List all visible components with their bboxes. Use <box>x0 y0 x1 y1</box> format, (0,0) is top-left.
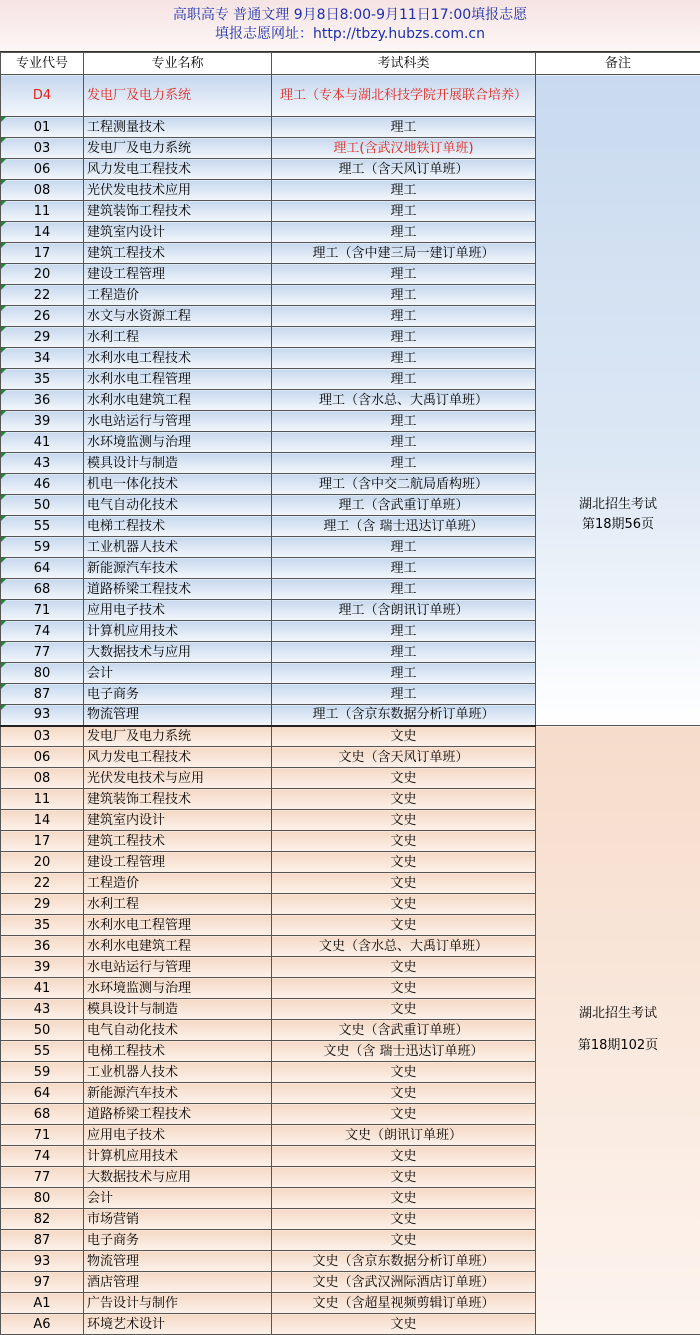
exam-category-cell[interactable]: 理工 <box>272 327 536 348</box>
major-name-cell[interactable]: 建筑装饰工程技术 <box>84 789 272 810</box>
exam-category-cell[interactable]: 理工 <box>272 264 536 285</box>
major-name-cell[interactable]: 计算机应用技术 <box>84 621 272 642</box>
major-code-cell[interactable]: 03 <box>1 726 84 747</box>
cell-comment-marker <box>1 222 6 227</box>
exam-category-cell[interactable]: 文史 <box>272 1209 536 1230</box>
exam-category-cell[interactable]: 文史 <box>272 1062 536 1083</box>
exam-category-cell[interactable]: 理工 <box>272 306 536 327</box>
table-row <box>1 75 700 117</box>
exam-category-cell[interactable]: 理工 <box>272 579 536 600</box>
major-code-cell[interactable]: 50 <box>1 1020 84 1041</box>
title-line-1: 高职高专 普通文理 9月8日8:00-9月11日17:00填报志愿 <box>172 7 528 23</box>
exam-category-cell[interactable]: 文史 <box>272 1083 536 1104</box>
major-name-cell[interactable]: 建筑室内设计 <box>84 222 272 243</box>
major-code-cell[interactable]: 06 <box>1 747 84 768</box>
major-code-cell[interactable]: 93 <box>1 1251 84 1272</box>
major-name-cell[interactable]: 大数据技术与应用 <box>84 642 272 663</box>
major-code-cell[interactable]: 41 <box>1 432 84 453</box>
major-name-cell[interactable]: 广告设计与制作 <box>84 1293 272 1314</box>
major-code-cell[interactable]: 01 <box>1 117 84 138</box>
exam-category-cell[interactable]: 文史 <box>272 1167 536 1188</box>
cell-comment-marker <box>1 327 6 332</box>
cell-comment-marker <box>1 390 6 395</box>
cell-comment-marker <box>1 516 6 521</box>
major-name-cell[interactable]: 新能源汽车技术 <box>84 558 272 579</box>
exam-category-cell[interactable]: 文史（含水总、大禹订单班） <box>272 936 536 957</box>
exam-category-cell[interactable]: 文史 <box>272 852 536 873</box>
cell-comment-marker <box>1 663 6 668</box>
cell-comment-marker <box>1 600 6 605</box>
major-code-cell[interactable]: D4 <box>1 75 84 117</box>
major-code-cell[interactable]: 11 <box>1 201 84 222</box>
major-code-cell[interactable]: 17 <box>1 831 84 852</box>
cell-comment-marker <box>1 453 6 458</box>
major-code-cell[interactable]: 80 <box>1 1188 84 1209</box>
exam-category-cell[interactable]: 理工 <box>272 432 536 453</box>
table-row <box>1 726 700 747</box>
cell-comment-marker <box>1 369 6 374</box>
major-code-cell[interactable]: 46 <box>1 474 84 495</box>
major-name-cell[interactable]: 水环境监测与治理 <box>84 978 272 999</box>
major-name-cell[interactable]: 电气自动化技术 <box>84 495 272 516</box>
major-name-cell[interactable]: 大数据技术与应用 <box>84 1167 272 1188</box>
exam-category-cell[interactable]: 文史 <box>272 1104 536 1125</box>
major-code-cell[interactable]: 82 <box>1 1209 84 1230</box>
exam-category-cell[interactable]: 文史 <box>272 810 536 831</box>
major-code-cell[interactable]: 55 <box>1 516 84 537</box>
exam-category-cell[interactable]: 理工 <box>272 558 536 579</box>
major-code-cell[interactable]: 22 <box>1 873 84 894</box>
exam-category-cell[interactable]: 理工 <box>272 621 536 642</box>
major-name-cell[interactable]: 水利工程 <box>84 327 272 348</box>
major-name-cell[interactable]: 水利水电建筑工程 <box>84 936 272 957</box>
major-code-cell[interactable]: 77 <box>1 1167 84 1188</box>
major-name-cell[interactable]: 水电站运行与管理 <box>84 957 272 978</box>
cell-comment-marker <box>1 306 6 311</box>
major-name-cell[interactable]: 水环境监测与治理 <box>84 432 272 453</box>
major-code-cell[interactable]: 20 <box>1 852 84 873</box>
cell-comment-marker <box>1 411 6 416</box>
exam-category-cell[interactable]: 文史 <box>272 915 536 936</box>
major-code-cell[interactable]: 14 <box>1 222 84 243</box>
exam-category-cell[interactable]: 文史（含京东数据分析订单班） <box>272 1251 536 1272</box>
major-name-cell[interactable]: 光伏发电技术与应用 <box>84 768 272 789</box>
major-code-cell[interactable]: 35 <box>1 369 84 390</box>
major-code-cell[interactable]: 71 <box>1 1125 84 1146</box>
major-code-cell[interactable]: 29 <box>1 894 84 915</box>
exam-category-cell[interactable]: 文史 <box>272 957 536 978</box>
exam-category-cell[interactable]: 文史 <box>272 726 536 747</box>
exam-category-cell[interactable]: 文史 <box>272 768 536 789</box>
exam-category-cell[interactable]: 文史（含武重订单班） <box>272 1020 536 1041</box>
major-name-cell[interactable]: 市场营销 <box>84 1209 272 1230</box>
exam-category-cell[interactable]: 文史 <box>272 978 536 999</box>
cell-comment-marker <box>1 579 6 584</box>
exam-category-cell[interactable]: 文史（朗讯订单班） <box>272 1125 536 1146</box>
major-name-cell[interactable]: 水电站运行与管理 <box>84 411 272 432</box>
major-name-cell[interactable]: 电子商务 <box>84 684 272 705</box>
remark-line-1: 湖北招生考试 <box>578 1006 657 1021</box>
major-code-cell[interactable]: 74 <box>1 1146 84 1167</box>
major-name-cell[interactable]: 物流管理 <box>84 1251 272 1272</box>
cell-comment-marker <box>1 117 6 122</box>
exam-category-cell[interactable]: 文史 <box>272 873 536 894</box>
exam-category-cell[interactable]: 文史 <box>272 831 536 852</box>
cell-comment-marker <box>1 180 6 185</box>
cell-comment-marker <box>1 243 6 248</box>
major-code-cell[interactable]: 20 <box>1 264 84 285</box>
major-code-cell[interactable]: 64 <box>1 1083 84 1104</box>
major-name-cell[interactable]: 应用电子技术 <box>84 1125 272 1146</box>
exam-category-cell[interactable]: 理工 <box>272 348 536 369</box>
major-name-cell[interactable]: 道路桥梁工程技术 <box>84 1104 272 1125</box>
major-name-cell[interactable]: 模具设计与制造 <box>84 453 272 474</box>
major-name-cell[interactable]: 水利工程 <box>84 894 272 915</box>
major-name-cell[interactable]: 光伏发电技术应用 <box>84 180 272 201</box>
major-name-cell[interactable]: 发电厂及电力系统 <box>84 75 272 117</box>
major-code-cell[interactable]: 14 <box>1 810 84 831</box>
exam-category-cell[interactable]: 理工 <box>272 201 536 222</box>
exam-category-cell[interactable]: 理工（含水总、大禹订单班） <box>272 390 536 411</box>
major-name-cell[interactable]: 工业机器人技术 <box>84 537 272 558</box>
cell-comment-marker <box>1 705 6 710</box>
exam-category-cell[interactable]: 理工 <box>272 369 536 390</box>
major-name-cell[interactable]: 物流管理 <box>84 705 272 726</box>
exam-category-cell[interactable]: 理工 <box>272 453 536 474</box>
major-name-cell[interactable]: 建筑室内设计 <box>84 810 272 831</box>
major-name-cell[interactable]: 电梯工程技术 <box>84 1041 272 1062</box>
major-code-cell[interactable]: 36 <box>1 390 84 411</box>
exam-category-cell[interactable]: 文史（含天风订单班） <box>272 747 536 768</box>
major-name-cell[interactable]: 机电一体化技术 <box>84 474 272 495</box>
major-code-cell[interactable]: 97 <box>1 1272 84 1293</box>
major-code-cell[interactable]: 59 <box>1 537 84 558</box>
exam-category-cell[interactable]: 理工 <box>272 117 536 138</box>
major-name-cell[interactable]: 建筑装饰工程技术 <box>84 201 272 222</box>
major-name-cell[interactable]: 环境艺术设计 <box>84 1314 272 1335</box>
cell-comment-marker <box>1 264 6 269</box>
exam-category-cell[interactable]: 文史（含 瑞士迅达订单班） <box>272 1041 536 1062</box>
major-code-cell[interactable]: 17 <box>1 243 84 264</box>
major-code-cell[interactable]: 34 <box>1 348 84 369</box>
cell-comment-marker <box>1 432 6 437</box>
exam-category-cell[interactable]: 理工（专本与湖北科技学院开展联合培养） <box>272 75 536 117</box>
major-code-cell[interactable]: 43 <box>1 453 84 474</box>
sheet-title <box>0 0 700 52</box>
major-code-cell[interactable]: A1 <box>1 1293 84 1314</box>
major-code-cell[interactable]: 64 <box>1 558 84 579</box>
major-name-cell[interactable]: 电气自动化技术 <box>84 1020 272 1041</box>
major-name-cell[interactable]: 道路桥梁工程技术 <box>84 579 272 600</box>
exam-category-cell[interactable]: 文史 <box>272 1314 536 1335</box>
major-name-cell[interactable]: 电梯工程技术 <box>84 516 272 537</box>
major-name-cell[interactable]: 酒店管理 <box>84 1272 272 1293</box>
exam-category-cell[interactable]: 理工 <box>272 642 536 663</box>
major-name-cell[interactable]: 新能源汽车技术 <box>84 1083 272 1104</box>
cell-comment-marker <box>1 495 6 500</box>
cell-comment-marker <box>1 642 6 647</box>
major-name-cell[interactable]: 水利水电工程管理 <box>84 915 272 936</box>
major-code-cell[interactable]: 59 <box>1 1062 84 1083</box>
cell-comment-marker <box>1 348 6 353</box>
title-line-2: 填报志愿网址：http://tbzy.hubzs.com.cn <box>215 26 485 42</box>
cell-comment-marker <box>1 474 6 479</box>
cell-comment-marker <box>1 138 6 143</box>
major-code-cell[interactable]: 68 <box>1 579 84 600</box>
major-code-cell[interactable]: 29 <box>1 327 84 348</box>
major-name-cell[interactable]: 建设工程管理 <box>84 852 272 873</box>
major-code-cell[interactable]: 22 <box>1 285 84 306</box>
cell-comment-marker <box>1 537 6 542</box>
exam-category-cell[interactable]: 理工 <box>272 180 536 201</box>
header-row <box>1 53 700 75</box>
exam-category-cell[interactable]: 文史 <box>272 1230 536 1251</box>
major-name-cell[interactable]: 水利水电工程技术 <box>84 348 272 369</box>
major-code-cell[interactable]: 35 <box>1 915 84 936</box>
remark-cell[interactable] <box>536 726 700 1335</box>
remark-cell[interactable] <box>536 75 700 726</box>
header-remark[interactable]: 备注 <box>536 53 700 75</box>
major-name-cell[interactable]: 风力发电工程技术 <box>84 159 272 180</box>
major-code-cell[interactable]: 87 <box>1 684 84 705</box>
major-name-cell[interactable]: 发电厂及电力系统 <box>84 138 272 159</box>
major-name-cell[interactable]: 水利水电工程管理 <box>84 369 272 390</box>
major-code-cell[interactable]: 08 <box>1 768 84 789</box>
exam-category-cell[interactable]: 理工 <box>272 285 536 306</box>
cell-comment-marker <box>1 159 6 164</box>
header-name[interactable]: 专业名称 <box>84 53 272 75</box>
major-name-cell[interactable]: 水利水电建筑工程 <box>84 390 272 411</box>
exam-category-cell[interactable]: 文史（含武汉洲际酒店订单班） <box>272 1272 536 1293</box>
major-name-cell[interactable]: 工程测量技术 <box>84 117 272 138</box>
exam-category-cell[interactable]: 理工 <box>272 663 536 684</box>
major-code-cell[interactable]: 50 <box>1 495 84 516</box>
major-table <box>0 52 700 1335</box>
major-name-cell[interactable]: 会计 <box>84 663 272 684</box>
remark-line-2: 第18期102页 <box>577 1038 659 1053</box>
exam-category-cell[interactable]: 文史 <box>272 999 536 1020</box>
exam-category-cell[interactable]: 理工 <box>272 684 536 705</box>
cell-comment-marker <box>1 201 6 206</box>
cell-comment-marker <box>1 621 6 626</box>
exam-category-cell[interactable]: 理工 <box>272 222 536 243</box>
major-name-cell[interactable]: 建设工程管理 <box>84 264 272 285</box>
exam-category-cell[interactable]: 理工（含中建三局一建订单班） <box>272 243 536 264</box>
exam-category-cell[interactable]: 理工（含天风订单班） <box>272 159 536 180</box>
major-code-cell[interactable]: 39 <box>1 411 84 432</box>
major-name-cell[interactable]: 计算机应用技术 <box>84 1146 272 1167</box>
major-code-cell[interactable]: 41 <box>1 978 84 999</box>
major-code-cell[interactable]: 11 <box>1 789 84 810</box>
major-code-cell[interactable]: 74 <box>1 621 84 642</box>
major-name-cell[interactable]: 工程造价 <box>84 285 272 306</box>
major-code-cell[interactable]: 87 <box>1 1230 84 1251</box>
exam-category-cell[interactable]: 理工（含 瑞士迅达订单班） <box>272 516 536 537</box>
cell-comment-marker <box>1 684 6 689</box>
major-code-cell[interactable]: 03 <box>1 138 84 159</box>
major-name-cell[interactable]: 应用电子技术 <box>84 600 272 621</box>
exam-category-cell[interactable]: 文史（含超星视频剪辑订单班） <box>272 1293 536 1314</box>
major-code-cell[interactable]: 26 <box>1 306 84 327</box>
major-code-cell[interactable]: 43 <box>1 999 84 1020</box>
header-category[interactable]: 考试科类 <box>272 53 536 75</box>
major-name-cell[interactable]: 建筑工程技术 <box>84 243 272 264</box>
major-name-cell[interactable]: 风力发电工程技术 <box>84 747 272 768</box>
exam-category-cell[interactable]: 文史 <box>272 1146 536 1167</box>
major-code-cell[interactable]: 68 <box>1 1104 84 1125</box>
major-name-cell[interactable]: 工业机器人技术 <box>84 1062 272 1083</box>
major-code-cell[interactable]: 93 <box>1 705 84 726</box>
major-name-cell[interactable]: 发电厂及电力系统 <box>84 726 272 747</box>
remark-line-1: 湖北招生考试 <box>578 497 657 512</box>
major-name-cell[interactable]: 模具设计与制造 <box>84 999 272 1020</box>
exam-category-cell[interactable]: 理工（含京东数据分析订单班） <box>272 705 536 726</box>
major-name-cell[interactable]: 水文与水资源工程 <box>84 306 272 327</box>
cell-comment-marker <box>1 285 6 290</box>
major-code-cell[interactable]: 77 <box>1 642 84 663</box>
major-code-cell[interactable]: 06 <box>1 159 84 180</box>
major-name-cell[interactable]: 会计 <box>84 1188 272 1209</box>
major-name-cell[interactable]: 建筑工程技术 <box>84 831 272 852</box>
major-name-cell[interactable]: 电子商务 <box>84 1230 272 1251</box>
exam-category-cell[interactable]: 文史 <box>272 894 536 915</box>
header-code[interactable]: 专业代号 <box>1 53 84 75</box>
major-code-cell[interactable]: 36 <box>1 936 84 957</box>
remark-line-2: 第18期56页 <box>581 517 655 532</box>
exam-category-cell[interactable]: 文史 <box>272 1188 536 1209</box>
major-code-cell[interactable]: 71 <box>1 600 84 621</box>
major-code-cell[interactable]: 80 <box>1 663 84 684</box>
exam-category-cell[interactable]: 理工 <box>272 411 536 432</box>
exam-category-cell[interactable]: 理工（含武重订单班） <box>272 495 536 516</box>
major-code-cell[interactable]: 08 <box>1 180 84 201</box>
major-name-cell[interactable]: 工程造价 <box>84 873 272 894</box>
exam-category-cell[interactable]: 理工 <box>272 537 536 558</box>
major-code-cell[interactable]: A6 <box>1 1314 84 1335</box>
major-code-cell[interactable]: 39 <box>1 957 84 978</box>
major-code-cell[interactable]: 55 <box>1 1041 84 1062</box>
exam-category-cell[interactable]: 理工(含武汉地铁订单班) <box>272 138 536 159</box>
exam-category-cell[interactable]: 文史 <box>272 789 536 810</box>
exam-category-cell[interactable]: 理工（含朗讯订单班） <box>272 600 536 621</box>
exam-category-cell[interactable]: 理工（含中交二航局盾构班） <box>272 474 536 495</box>
cell-comment-marker <box>1 558 6 563</box>
